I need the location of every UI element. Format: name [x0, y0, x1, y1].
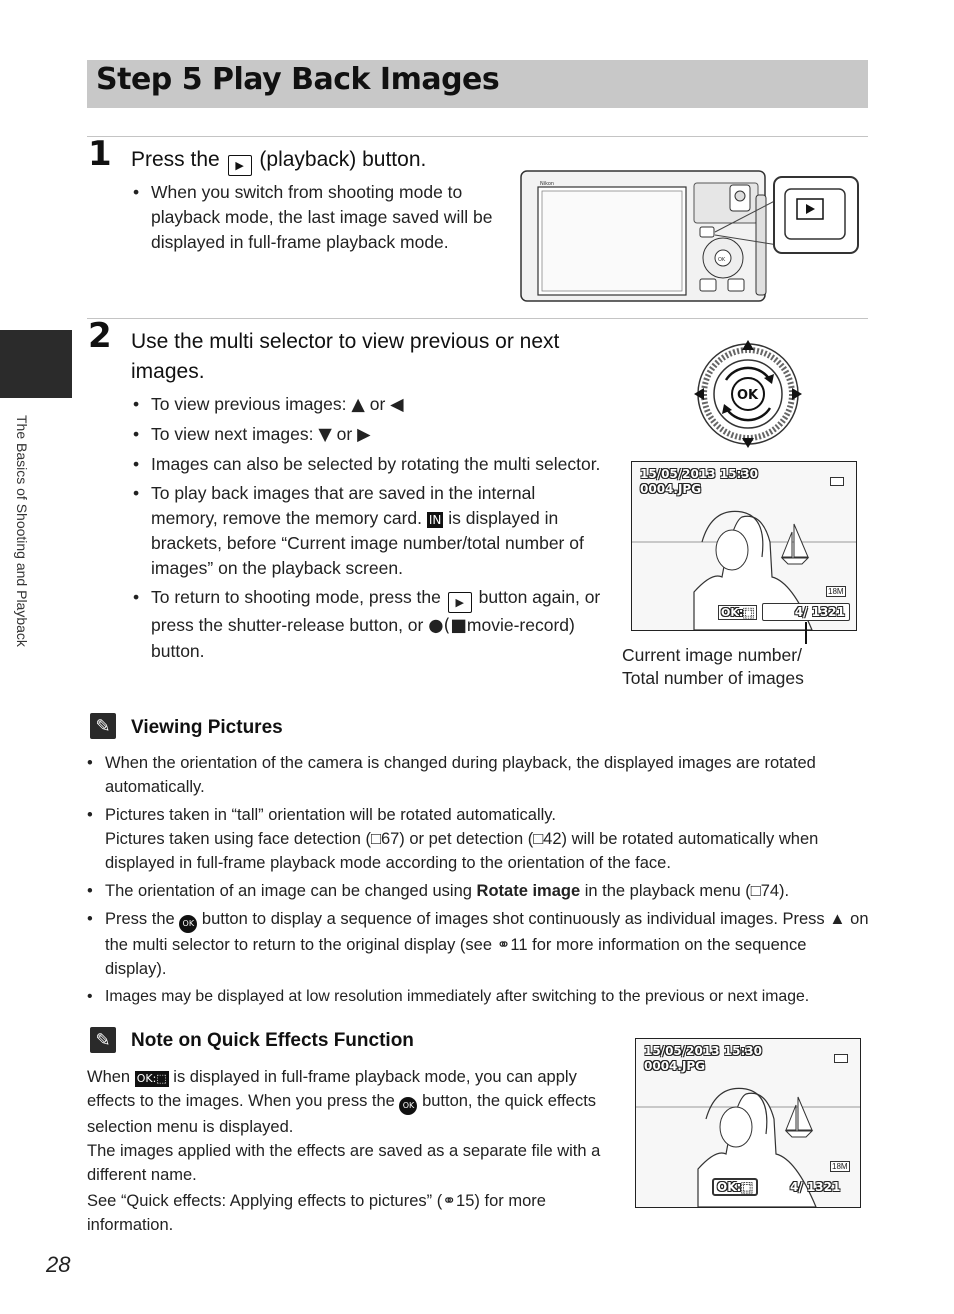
step2-heading: Use the multi selector to view previous or next images. — [131, 330, 560, 383]
svg-text:OK: OK — [737, 388, 759, 403]
chapter-tab — [0, 330, 72, 398]
step1-heading-pre: Press the — [131, 148, 220, 171]
filename: 0004.JPG — [640, 482, 702, 496]
step-number: 2 — [88, 316, 112, 356]
playback-screen — [631, 461, 857, 631]
image-size-badge: 18M — [828, 587, 844, 596]
camera-illustration — [518, 165, 864, 305]
viewing-bullet: • Pictures taken in “tall” orientation will be rotated automatically. Pictures taken using face detection (□67) or pet detection (□42) will be rotated automatically when displayed in full-frame playback mode according to the orientation of the face. — [85, 803, 870, 875]
quick-effects-icon: OK:⬚ — [718, 605, 757, 620]
svg-text:Nikon: Nikon — [540, 181, 555, 187]
ok-button-icon: OK — [399, 1097, 417, 1115]
quick-effects-icon: OK:⬚ — [712, 1178, 758, 1196]
viewing-bullet: • Images may be displayed at low resolution immediately after switching to the previous or next image. — [85, 985, 870, 1009]
playback-icon: ▶ — [228, 155, 252, 176]
filename: 0004.JPG — [644, 1059, 706, 1073]
image-counter: 4/ 1321 — [762, 603, 850, 621]
step2-bullet-next: • To view next images: ▼ or ▶ — [131, 422, 601, 448]
viewing-bullet: • Press the OK button to display a sequence of images shot continuously as individual images. Press ▲ on the multi selector to return to the original display (see ⚭11 for more information on the sequence display). — [85, 907, 870, 981]
page-title: Step 5 Play Back Images — [96, 62, 500, 97]
image-size-badge: 18M — [832, 1162, 848, 1171]
caption-line2: Total number of images — [622, 668, 804, 688]
quick-title: Note on Quick Effects Function — [131, 1030, 414, 1051]
page-number: 28 — [46, 1252, 71, 1277]
playback-icon: ▶ — [448, 592, 472, 613]
step1-heading — [131, 145, 426, 176]
step1-heading-post: (playback) button. — [259, 148, 427, 171]
viewing-bullet: • When the orientation of the camera is changed during playback, the displayed images are rotated automatically. — [85, 751, 870, 799]
step2-bullet-rotate: • Images can also be selected by rotating the multi selector. — [131, 452, 601, 477]
movie-icon: ■ — [450, 616, 467, 636]
datetime: 15/05/2013 15:30 — [640, 467, 758, 481]
quick-effects-icon: OK:⬚ — [136, 1072, 167, 1085]
battery-icon — [830, 477, 844, 486]
step2-bullet-return: • To return to shooting mode, press the ▶ button again, or press the shutter-release button, or ●(■movie-record) button. — [131, 585, 601, 664]
step1-bullet: • When you switch from shooting mode to playback mode, the last image saved will be displayed in full-frame playback mode. — [131, 180, 511, 255]
pencil-note-icon: ✎ — [90, 1027, 116, 1053]
quick-paragraph-1: When OK:⬚ is displayed in full-frame playback mode, you can apply effects to the images. When you press the OK button, the quick effects selection menu is displayed. The images applied with the effects are saved as a separate file with a different name. — [87, 1068, 601, 1184]
viewing-bullet: • The orientation of an image can be changed using Rotate image in the playback menu (□74). — [85, 879, 870, 903]
ok-button-icon: OK — [179, 915, 197, 933]
multi-selector-illustration — [692, 338, 804, 450]
callout-line — [805, 622, 807, 644]
pencil-note-icon: ✎ — [90, 713, 116, 739]
step2-bullet-internal: • To play back images that are saved in the internal memory, remove the memory card. IN is displayed in brackets, before “Current image number/total number of images” on the playback screen. — [131, 481, 601, 581]
caption-line1: Current image number/ — [622, 645, 802, 665]
battery-icon — [834, 1054, 848, 1063]
divider — [87, 318, 868, 319]
svg-text:OK: OK — [718, 257, 726, 263]
datetime: 15/05/2013 15:30 — [644, 1044, 762, 1058]
quick-paragraph-3: See “Quick effects: Applying effects to pictures” (⚭15) for more information. — [87, 1192, 546, 1234]
viewing-title: Viewing Pictures — [131, 717, 283, 738]
step2-bullet-previous: • To view previous images: ▲ or ◀ — [131, 392, 601, 418]
chapter-label: The Basics of Shooting and Playback — [14, 415, 30, 647]
step-number: 1 — [88, 134, 112, 174]
image-counter: 4/ 1321 — [790, 1180, 841, 1194]
divider — [87, 136, 868, 137]
playback-screen — [635, 1038, 861, 1208]
